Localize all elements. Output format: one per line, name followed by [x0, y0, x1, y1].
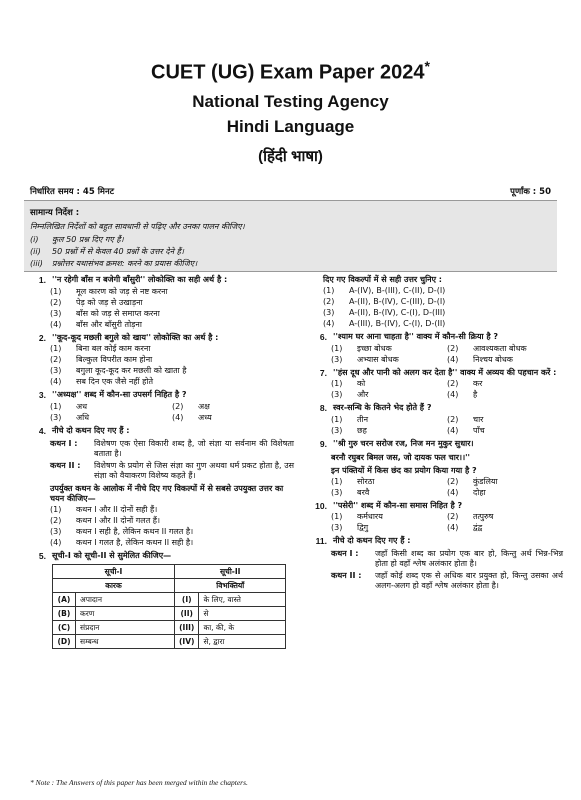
option: (3) A-(II), B-(IV), C-(I), D-(III) [323, 308, 446, 317]
table-row: (D) सम्बन्ध (IV) से, द्वारा [53, 635, 286, 649]
option: (2) पेड़ को जड़ से उखाड़ना [50, 297, 143, 307]
option-row: (3) बरवै (4) दोहा [331, 487, 486, 497]
instructions-heading: सामान्य निर्देश : [30, 208, 80, 218]
question-10: 10. ''पसेरी'' शब्द में कौन-सा समास निहित है ? [315, 500, 463, 511]
statement-2: कथन II : विशेषण के प्रयोग से जिस संज्ञा का गुण अथवा धर्म प्रकट होता है, उस संज्ञा को वैयाकरण विशेष्य कहते हैं। [50, 460, 294, 480]
question-11: 11. नीचे दो कथन दिए गए हैं : [315, 536, 411, 547]
option: (4) सब दिन एक जैसे नहीं होते [50, 377, 154, 387]
left-column [22, 272, 294, 649]
max-marks: पूर्णांक : 50 [510, 187, 551, 197]
option-row: (3) द्विगु (4) द्वंद्व [331, 523, 483, 533]
table-row: (A) अपादान (I) के लिए, वास्ते [53, 593, 286, 607]
option-row: (1) कर्मधारय (2) तत्पुरुष [331, 512, 494, 522]
agency-name: National Testing Agency [192, 92, 389, 111]
option: (3) कथन I सही है, लेकिन कथन II गलत है। [50, 526, 194, 536]
table-row: (C) संप्रदान (III) का, की, के [53, 621, 286, 635]
question-3: 3. ''अध्यक्ष'' शब्द में कौन-सा उपसर्ग निहित है ? [38, 390, 187, 401]
instructions-intro: निम्नलिखित निर्देशों को बहुत सावधानी से पढ़िए और उनका पालन कीजिए। [30, 222, 245, 231]
question-9-line2: बरनौ रघुबर बिमल जस, जो दायक फल चार।।'' [331, 452, 471, 462]
table-subheader-row: कारक विभक्तियाँ [53, 579, 286, 593]
option-row: (3) छह (4) पाँच [331, 425, 485, 435]
question-5-prompt: दिए गए विकल्पों में से सही उत्तर चुनिए : [323, 275, 442, 284]
footer-note: * Note : The Answers of this paper has been merged within the chapters. [30, 778, 248, 787]
question-4: 4. नीचे दो कथन दिए गए हैं : [38, 425, 130, 436]
option-row: (1) तीन (2) चार [331, 414, 484, 424]
option: (1) मूल कारण को जड़ से नष्ट करना [50, 286, 168, 296]
option: (1) बिना बल कोई काम करना [50, 344, 151, 354]
option: (1) कथन I और II दोनों सही हैं। [50, 504, 158, 514]
question-7: 7. ''हंस दूध और पानी को अलग कर देता है'' वाक्य में अव्यय की पहचान करें : [319, 367, 557, 378]
subject-name-hindi: (हिंदी भाषा) [258, 148, 323, 165]
option: (4) A-(III), B-(IV), C-(I), D-(II) [323, 319, 446, 328]
option-row: (3) अधि (4) अध्य [50, 412, 212, 422]
table-row: (B) करण (II) से [53, 607, 286, 621]
option: (2) कथन I और II दोनों गलत हैं। [50, 515, 161, 525]
instruction-item: (ii) 50 प्रश्नों में से केवल 40 प्रश्नों के उत्तर देने हैं। [30, 247, 184, 256]
question-9-prompt: इन पंक्तियों में किस छंद का प्रयोग किया गया है ? [331, 465, 477, 475]
subject-name: Hindi Language [226, 117, 355, 136]
option-row: (3) और (4) है [331, 390, 478, 400]
question-6: 6. ''श्याम घर आना चाहता है'' वाक्य में कौन-सी क्रिया है ? [319, 332, 499, 342]
option: (2) बिल्कुल विपरीत काम होना [50, 355, 153, 365]
general-instructions [24, 200, 557, 272]
statement-1: कथन I : जहाँ किसी शब्द का प्रयोग एक बार हो, किन्तु अर्थ भिन्न-भिन्न होता हो वहाँ श्लेष अलंकार होता है। [331, 548, 563, 568]
exam-title: CUET (UG) Exam Paper 2024* [151, 58, 430, 84]
option: (1) A-(IV), B-(III), C-(II), D-(I) [323, 286, 446, 295]
statement-2: कथन II : जहाँ कोई शब्द एक से अधिक बार प्रयुक्त हो, किन्तु उसका अर्थ अलग-अलग हो वहाँ श्लेष अलंकार होता है। [331, 570, 563, 590]
option: (2) A-(II), B-(IV), C-(III), D-(I) [323, 297, 446, 306]
question-8: 8. स्वर-सन्धि के कितने भेद होते हैं ? [319, 403, 432, 414]
question-4-prompt: उपर्युक्त कथन के आलोक में नीचे दिए गए विकल्पों में से सबसे उपयुक्त उत्तर का चयन कीजिए— [50, 483, 284, 503]
option: (4) कथन I गलत है, लेकिन कथन II सही है। [50, 537, 194, 547]
instruction-item: (i) कुल 50 प्रश्न दिए गए हैं। [30, 235, 124, 244]
option-row: (3) अभ्यास बोधक (4) निश्चय बोधक [331, 354, 513, 364]
question-2: 2. ''कूद-कूद मछली बगुले को खाय'' लोकोक्ति का अर्थ है : [38, 332, 219, 343]
question-5: 5. सूची-I को सूची-II से सुमेलित कीजिए— [38, 550, 172, 561]
option: (3) बगुला कूद-कूद कर मछली को खाता है [50, 366, 187, 376]
table-header-row: सूची-I सूची-II [53, 565, 286, 579]
instruction-item: (iii) प्रश्नोत्तर यथासंभव क्रमश: करने का प्रयास कीजिए। [30, 259, 198, 268]
statement-1: कथन I : विशेषण एक ऐसा विकारी शब्द है, जो संज्ञा या सर्वनाम की विशेषता बताता है। [50, 438, 294, 458]
option: (3) बाँस को जड़ से समाप्त करना [50, 308, 160, 318]
time-allowed: निर्धारित समय : 45 मिनट [30, 187, 114, 197]
option-row: (1) को (2) कर [331, 379, 483, 389]
option-row: (1) सोरठा (2) कुंडलिया [331, 476, 498, 486]
question-1: 1. ''न रहेगी बाँस न बजेगी बाँसुरी'' लोकोक्ति का सही अर्थ है : [38, 275, 228, 285]
question-9: 9. ''श्री गुरु चरन सरोज रज, निज मन मुकुर सुधार। [319, 438, 474, 449]
right-column [303, 272, 563, 591]
option-row: (1) इच्छा बोधक (2) आवश्यकता बोधक [331, 343, 527, 353]
option-row: (1) अध (2) अक्ष [50, 401, 210, 411]
option: (4) बाँस और बाँसुरी तोड़ना [50, 319, 142, 329]
match-table [52, 564, 286, 649]
